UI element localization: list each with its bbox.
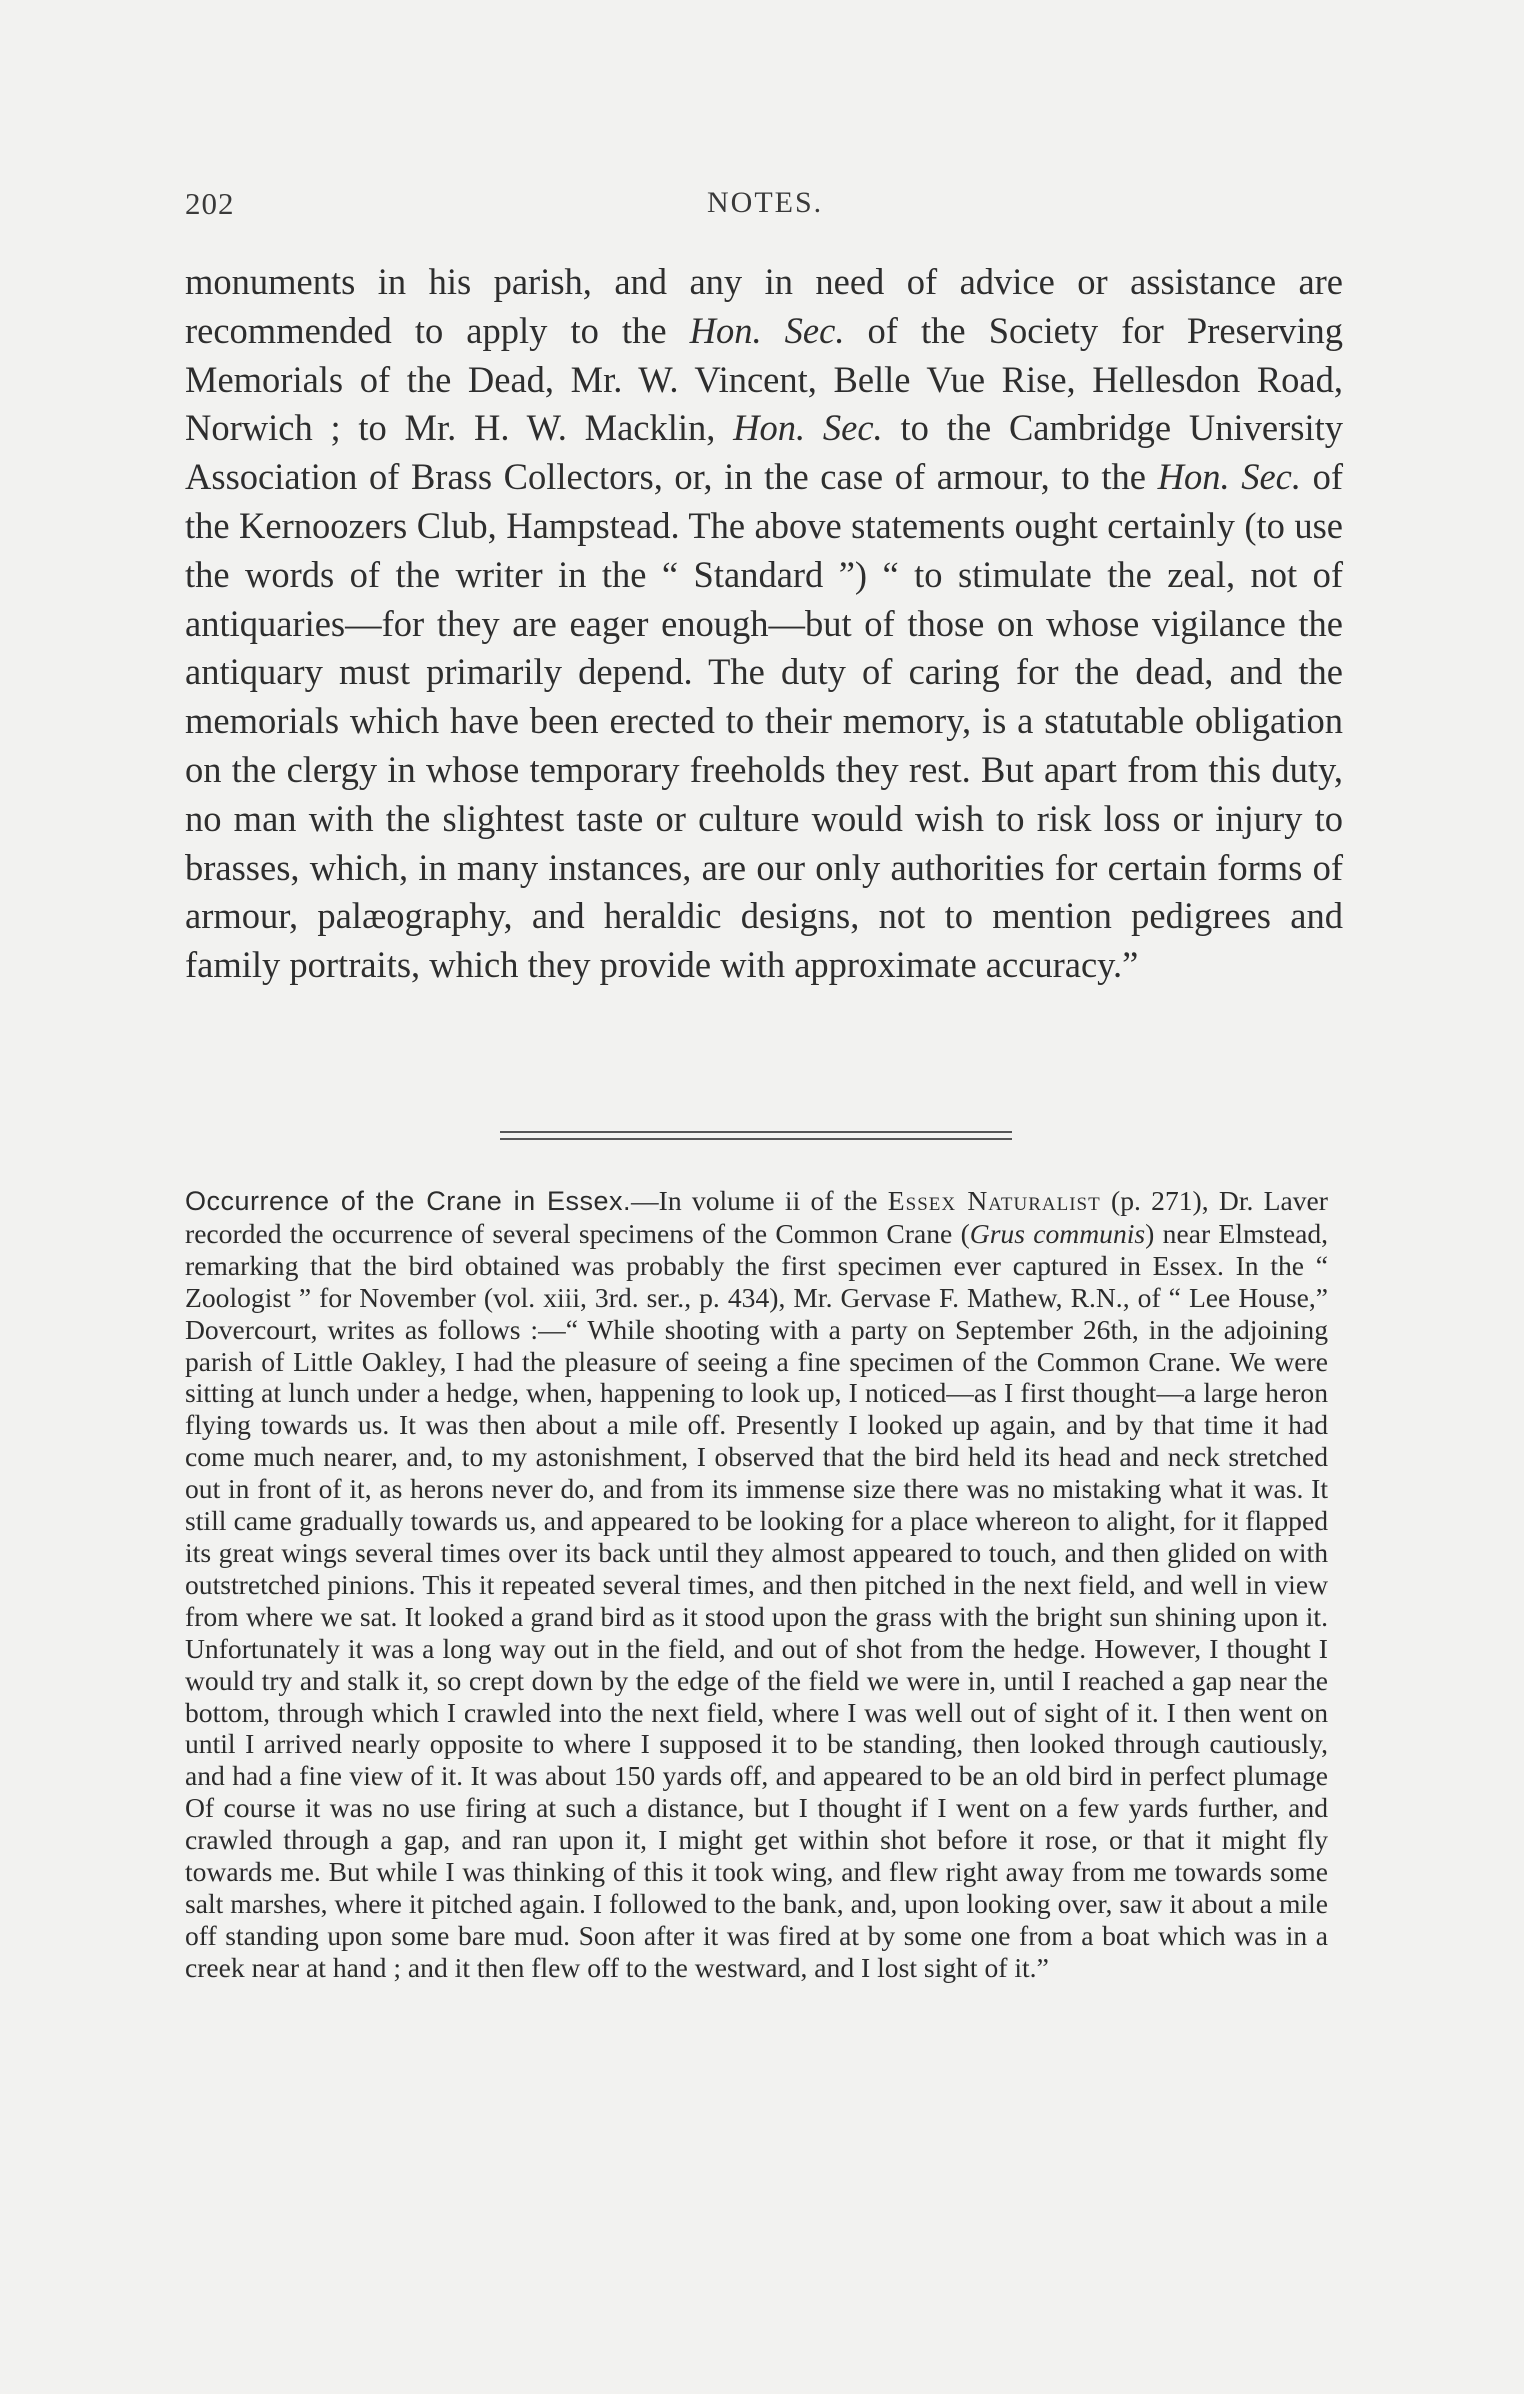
text-segment: monuments in his parish, and any in need of advice or assistance are recommended to apply to the bbox=[185, 261, 1343, 351]
running-head: NOTES. bbox=[707, 186, 824, 219]
journal-name: Essex Naturalist bbox=[887, 1185, 1101, 1216]
text-segment: ) near Elmstead, remarking that the bird obtained was probably the first specimen ever captured in Essex. In the “ Zoologist ” for November (vol. xiii, 3rd. ser., p. 434), Mr. Gervase F. Mathew, R.N., of “ Lee House,” Dovercourt, writes as follows :—“ While shooting with a party on September 26th, in the adjoining parish of Little Oakley, I had the pleasure of seeing a fine specimen of the Common Crane. We were sitting at lunch under a hedge, when, happening to look up, I noticed—as I first thought—a large heron flying towards us. It was then about a mile off. Presently I looked up again, and by that time it had come much nearer, and, to my astonishment, I observed that the bird held its head and neck stretched out in front of it, as herons never do, and from its immense size there was no mistaking what it was. It still came gradually towards us, and appeared to be looking for a place whereon to alight, for it flapped its great wings several times over its back until they almost appeared to touch, and then glided on with outstretched pinions. This it repeated several times, and then pitched in the next field, and well in view from where we sat. It looked a grand bird as it stood upon the grass with the bright sun shining upon it. Unfortunately it was a long way out in the field, and out of shot from the hedge. However, I thought I would try and stalk it, so crept down by the edge of the field we were in, until I reached a gap near the bottom, through which I crawled into the next field, where I was well out of sight of it. I then went on until I arrived nearly opposite to where I supposed it to be standing, then looked through cautiously, and had a fine view of it. It was about 150 yards off, and appeared to be an old bird in perfect plumage Of course it was no use firing at such a distance, but I thought if I went on a few yards further, and crawled through a gap, and ran upon it, I might get within shot before it rose, or that it might fly towards me. But while I was thinking of this it took wing, and flew right away from me towards some salt marshes, where it pitched again. I followed to the bank, and, upon looking over, saw it about a mile off standing upon some bare mud. Soon after it was fired at by some one from a boat which was in a creek near at hand ; and it then flew off to the westward, and I lost sight of it.” bbox=[185, 1217, 1329, 1983]
text-segment: of the Society for Preserving Memorials of the Dead, Mr. W. Vincent, Belle Vue Rise, Hellesdon Road, Norwich ; to Mr. H. W. Macklin, bbox=[185, 309, 1343, 449]
divider-line bbox=[500, 1131, 1012, 1133]
italic-text: Hon. Sec. bbox=[733, 407, 883, 449]
section-divider bbox=[500, 1131, 1012, 1143]
text-segment: (p. 271), Dr. Laver recorded the occurrence of several specimens of the Common Crane ( bbox=[185, 1185, 1328, 1249]
page-number: 202 bbox=[185, 186, 235, 221]
note-title: Occurrence of the Crane in Essex. bbox=[185, 1186, 632, 1216]
text-segment: of the Kernoozers Club, Hampstead. The above statements ought certainly (to use the words of the writer in the “ Standard ”) “ to stimulate the zeal, not of antiquaries—for they are eager enough—but of those on whose vigilance the antiquary must primarily depend. The duty of caring for the dead, and the memorials which have been erected to their memory, is a statutable obligation on the clergy in whose temporary freeholds they rest. But apart from this duty, no man with the slightest taste or culture would wish to risk loss or injury to brasses, which, in many instances, are our only authorities for certain forms of armour, palæography, and heraldic designs, not to mention pedigrees and family portraits, which they provide with approximate accuracy.” bbox=[185, 456, 1343, 986]
text-segment: to the Cambridge University Association of Brass Collectors, or, in the case of armour, to the bbox=[185, 407, 1343, 498]
main-paragraph bbox=[185, 258, 1343, 990]
text-segment: —In volume ii of the bbox=[631, 1185, 888, 1216]
species-name: Grus communis bbox=[969, 1217, 1146, 1249]
page-header bbox=[185, 186, 1345, 236]
italic-text: Hon. Sec. bbox=[1157, 456, 1301, 498]
crane-note bbox=[185, 1185, 1328, 1984]
paragraph-text bbox=[185, 258, 1343, 990]
divider-line bbox=[500, 1138, 1012, 1140]
italic-text: Hon. Sec. bbox=[689, 309, 845, 351]
note-text bbox=[185, 1185, 1328, 1984]
